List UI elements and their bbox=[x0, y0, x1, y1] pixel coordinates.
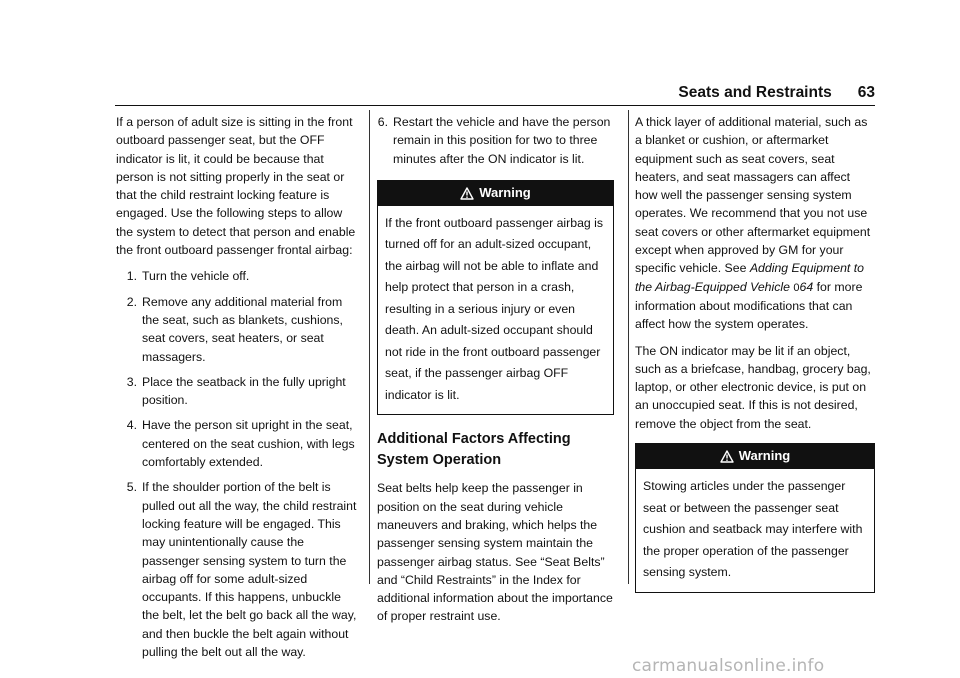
column-2 bbox=[377, 113, 614, 634]
warning-text: Stowing articles under the passenger seat or between the passenger seat cushion and seatback may interfere with the proper operation of the passenger sensing system. bbox=[643, 479, 863, 580]
warning-icon bbox=[720, 450, 734, 463]
column-divider-1 bbox=[369, 110, 370, 584]
warning-title: Warning bbox=[479, 185, 531, 201]
warning-title: Warning bbox=[738, 448, 791, 464]
warning-box bbox=[635, 443, 875, 593]
page-reference-icon: 0 bbox=[793, 281, 800, 294]
warning-header bbox=[378, 181, 613, 206]
list-item: 4. Have the person sit upright in the seat, centered on the seat cushion, with legs comfortably extended. bbox=[126, 418, 355, 470]
list-item: 5. If the shoulder portion of the belt is pulled out all the way, the child restraint locking feature will be engaged. This may unintentionally cause the passenger sensing system to turn the airbag off for some adult-sized occupants. If this happens, unbuckle the belt, let the belt go back all the way, and then buckle the belt again without pulling the belt out all the way. bbox=[126, 480, 357, 660]
section-title: Seats and Restraints bbox=[678, 84, 832, 101]
warning-icon bbox=[460, 187, 474, 200]
list-item: 3. Place the seatback in the fully upright position. bbox=[126, 374, 346, 408]
page-number: 63 bbox=[857, 84, 875, 101]
header-rule bbox=[115, 105, 875, 106]
list-item: 1. Turn the vehicle off. bbox=[126, 269, 250, 284]
page-header bbox=[115, 84, 875, 104]
equipment-paragraph: A thick layer of additional material, such as a blanket or cushion, or aftermarket equipment such as seat covers, seat heaters, and seat massagers can affect how well the passenger sensing system operates. We recommend that you not use seat covers or other aftermarket equipment except when approved by GM for your specific vehicle. See Adding Equipment to the Airbag-Equipped Vehicle 064 for more information about modifications that can affect how the system operates. bbox=[635, 115, 871, 332]
warning-header bbox=[636, 444, 874, 469]
section-heading: Additional Factors Affecting System Operation bbox=[377, 431, 571, 469]
column-divider-2 bbox=[628, 110, 629, 584]
warning-text: If the front outboard passenger airbag is turned off for an adult-sized occupant, the airbag will not be able to inflate and help protect that person in a crash, resulting in a serious injury or even death. An adult-sized occupant should not ride in the front outboard passenger seat, if the passenger airbag OFF indicator is lit. bbox=[385, 215, 604, 402]
cross-reference-page[interactable]: 64 bbox=[799, 279, 814, 294]
warning-box bbox=[377, 180, 614, 416]
intro-paragraph: If a person of adult size is sitting in the front outboard passenger seat, but the OFF indicator is lit, it could be because that person is not sitting properly in the seat or that the child restraint locking feature is engaged. Use the following steps to allow the system to detect that person and enable the front outboard passenger frontal airbag: bbox=[116, 115, 356, 258]
steps-list bbox=[116, 267, 360, 661]
column-1 bbox=[116, 113, 360, 668]
watermark: carmanualsonline.info bbox=[632, 656, 825, 676]
list-item: 2. Remove any additional material from the seat, such as blankets, cushions, seat covers, seat heaters, or seat massagers. bbox=[126, 294, 343, 364]
on-indicator-paragraph: The ON indicator may be lit if an object, such as a briefcase, handbag, grocery bag, laptop, or other electronic device, is put on an unoccupied seat. If this is not desired, remove the object from the seat. bbox=[635, 343, 871, 431]
column-3 bbox=[635, 113, 875, 603]
body-paragraph: Seat belts help keep the passenger in position on the seat during vehicle maneuvers and braking, which helps the passenger sensing system maintain the passenger airbag status. See “Seat Belts” and “Child Restraints” in the Index for additional information about the importance of proper restraint use. bbox=[377, 481, 613, 624]
list-item: 6. Restart the vehicle and have the person remain in this position for two to three minutes after the ON indicator is lit. bbox=[377, 115, 611, 166]
cross-reference-link[interactable]: Adding Equipment to the Airbag-Equipped Vehicle bbox=[635, 261, 865, 294]
